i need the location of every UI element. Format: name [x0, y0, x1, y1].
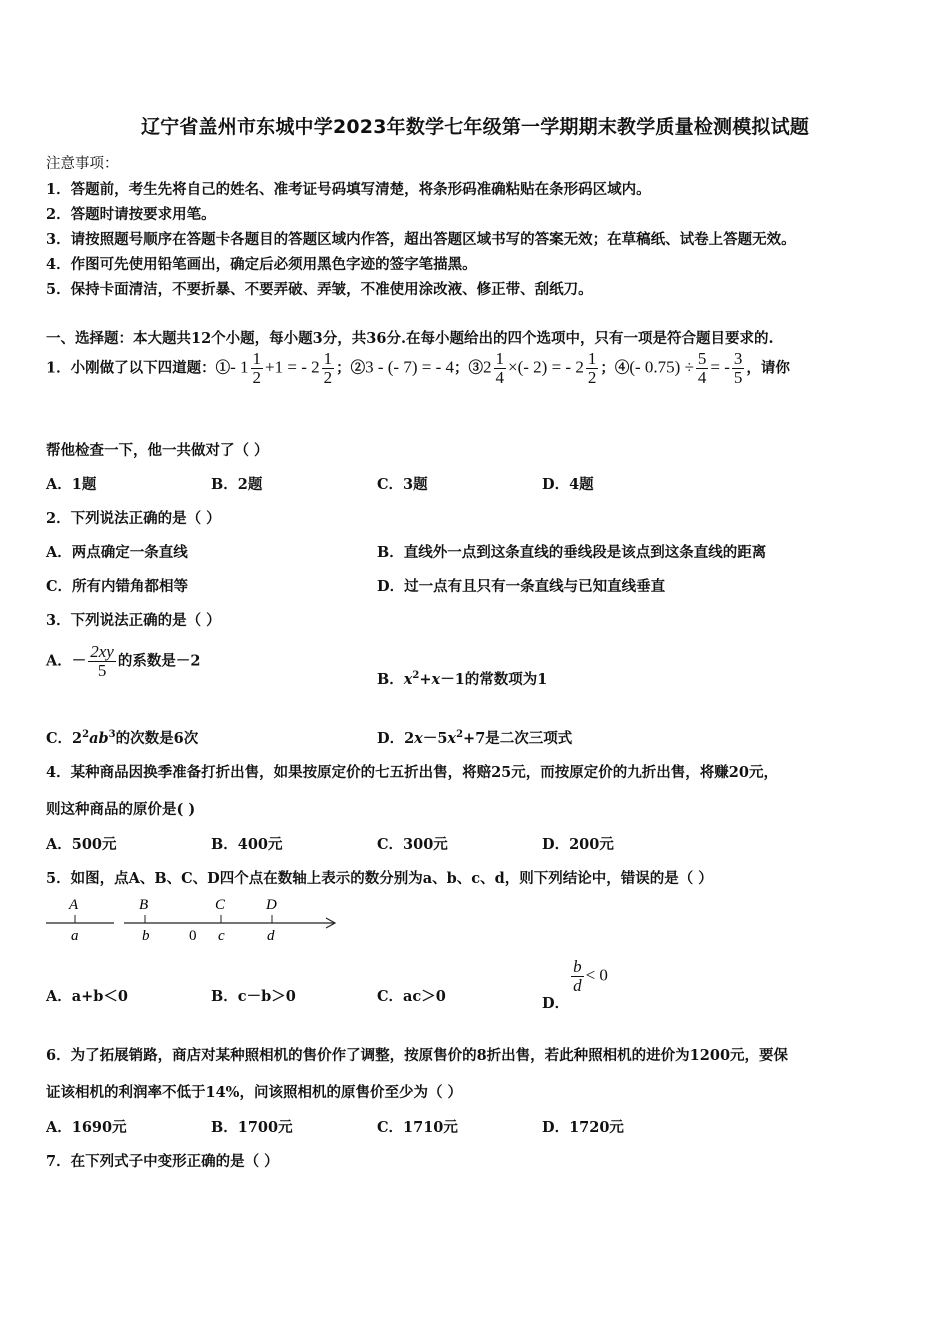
q3-stem: 3．下列说法正确的是（ ） [46, 612, 221, 629]
q4-line1: 4．某种商品因换季准备打折出售，如果按原定价的七五折出售，将赔25元，而按原定价的九折出售，将赚20元， [46, 764, 778, 781]
value-label-b: b [142, 928, 150, 944]
q4-option-b[interactable]: B．400元 [211, 836, 283, 853]
q6-option-c[interactable]: C．1710元 [377, 1119, 458, 1136]
q5-option-a[interactable]: A．a+b＜0 [46, 988, 129, 1005]
q4-option-a[interactable]: A．500元 [46, 836, 117, 853]
fraction: $\frac{1}{2}$ [587, 349, 597, 387]
value-label-c: c [218, 928, 225, 944]
q1-prefix: 1．小刚做了以下四道题：① [46, 359, 231, 377]
q2-option-c[interactable]: C．所有内错角都相等 [46, 578, 189, 595]
notice-heading: 注意事项： [46, 156, 119, 172]
point-label-a: A [69, 897, 79, 913]
q3-option-c[interactable]: C．$2^2ab^3$的次数是6次 [46, 729, 199, 747]
q1-line2: 帮他检查一下，他一共做对了（ ） [46, 442, 269, 459]
q1-option-c[interactable]: C．3题 [377, 476, 428, 493]
exam-title: 辽宁省盖州市东城中学2023年数学七年级第一学期期末教学质量检测模拟试题 [140, 116, 810, 138]
q5-option-c[interactable]: C．ac＞0 [377, 988, 446, 1005]
fraction: $\frac{1}{2}$ [252, 349, 262, 387]
notice-item-4: 4．作图可先使用铅笔画出，确定后必须用黑色字迹的签字笔描黑。 [46, 256, 477, 273]
q5-option-b[interactable]: B．c－b＞0 [211, 988, 296, 1005]
q1-option-b[interactable]: B．2题 [211, 476, 263, 493]
point-label-d: D [266, 897, 277, 913]
fraction: $\frac{5}{4}$ [697, 349, 707, 387]
q2-option-b[interactable]: B．直线外一点到这条直线的垂线段是该点到这条直线的距离 [377, 544, 767, 561]
q3-option-a[interactable]: A．－ $\frac{2xy}{5}$ 的系数是－2 [46, 642, 201, 680]
value-label-a: a [71, 928, 79, 944]
section-heading: 一、选择题：本大题共12个小题，每小题3分，共36分.在每小题给出的四个选项中，只有一项是符合题目要求的. [46, 330, 774, 347]
q5-stem: 5．如图，点A、B、C、D四个点在数轴上表示的数分别为a、b、c、d，则下列结论中，错误的是（ ） [46, 870, 713, 887]
q5-option-d[interactable]: D． $\frac{b}{d}$ < 0 [542, 957, 608, 1012]
fraction: $\frac{1}{4}$ [495, 349, 505, 387]
value-label-zero: 0 [189, 928, 197, 944]
notice-item-3: 3．请按照题号顺序在答题卡各题目的答题区域内作答，超出答题区域书写的答案无效；在草稿纸、试卷上答题无效。 [46, 231, 796, 248]
q2-option-d[interactable]: D．过一点有且只有一条直线与已知直线垂直 [377, 578, 666, 595]
fraction: $\frac{b}{d}$ [573, 957, 582, 995]
point-label-b: B [139, 897, 149, 913]
question-1: 1．小刚做了以下四道题：①- 1 $\frac{1}{2}$ +1 = - 2 $\frac{1}{2}$ ；②3 - (- 7) = - 4；③2 $\frac{1}{4}$ ×(- 2) = - 2 $\frac{1}{2}$ ；④(- 0.75) ÷ $\frac{5}{4}$ = - $\frac{3}{5}$ ，请你 [46, 349, 790, 387]
point-label-c: C [215, 897, 226, 913]
q3-option-b[interactable]: B．$x^2+x-1$的常数项为1 [377, 670, 548, 688]
q6-option-a[interactable]: A．1690元 [46, 1119, 127, 1136]
q4-line2: 则这种商品的原价是( ) [46, 801, 196, 818]
q4-option-c[interactable]: C．300元 [377, 836, 448, 853]
q6-option-d[interactable]: D．1720元 [542, 1119, 624, 1136]
q2-option-a[interactable]: A．两点确定一条直线 [46, 544, 188, 561]
fraction: $\frac{2xy}{5}$ [90, 642, 114, 680]
notice-item-1: 1．答题前，考生先将自己的姓名、准考证号码填写清楚，将条形码准确粘贴在条形码区域内。 [46, 181, 651, 198]
value-label-d: d [267, 928, 275, 944]
q2-stem: 2．下列说法正确的是（ ） [46, 510, 221, 527]
q1-option-a[interactable]: A．1题 [46, 476, 97, 493]
notice-item-2: 2．答题时请按要求用笔。 [46, 206, 216, 223]
q1-option-d[interactable]: D．4题 [542, 476, 594, 493]
number-line-figure [44, 893, 344, 945]
q4-option-d[interactable]: D．200元 [542, 836, 614, 853]
q7-stem: 7．在下列式子中变形正确的是（ ） [46, 1153, 279, 1170]
fraction: $\frac{1}{2}$ [323, 349, 333, 387]
notice-item-5: 5．保持卡面清洁，不要折暴、不要弄破、弄皱，不准使用涂改液、修正带、刮纸刀。 [46, 281, 593, 298]
fraction: $\frac{3}{5}$ [733, 349, 743, 387]
q3-option-d[interactable]: D．$2x-5x^2+7$是二次三项式 [377, 729, 573, 747]
q6-line2: 证该相机的利润率不低于14%，问该照相机的原售价至少为（ ） [46, 1084, 463, 1101]
q6-option-b[interactable]: B．1700元 [211, 1119, 293, 1136]
q6-line1: 6．为了拓展销路，商店对某种照相机的售价作了调整，按原售价的8折出售，若此种照相机的进价为1200元，要保 [46, 1047, 789, 1064]
